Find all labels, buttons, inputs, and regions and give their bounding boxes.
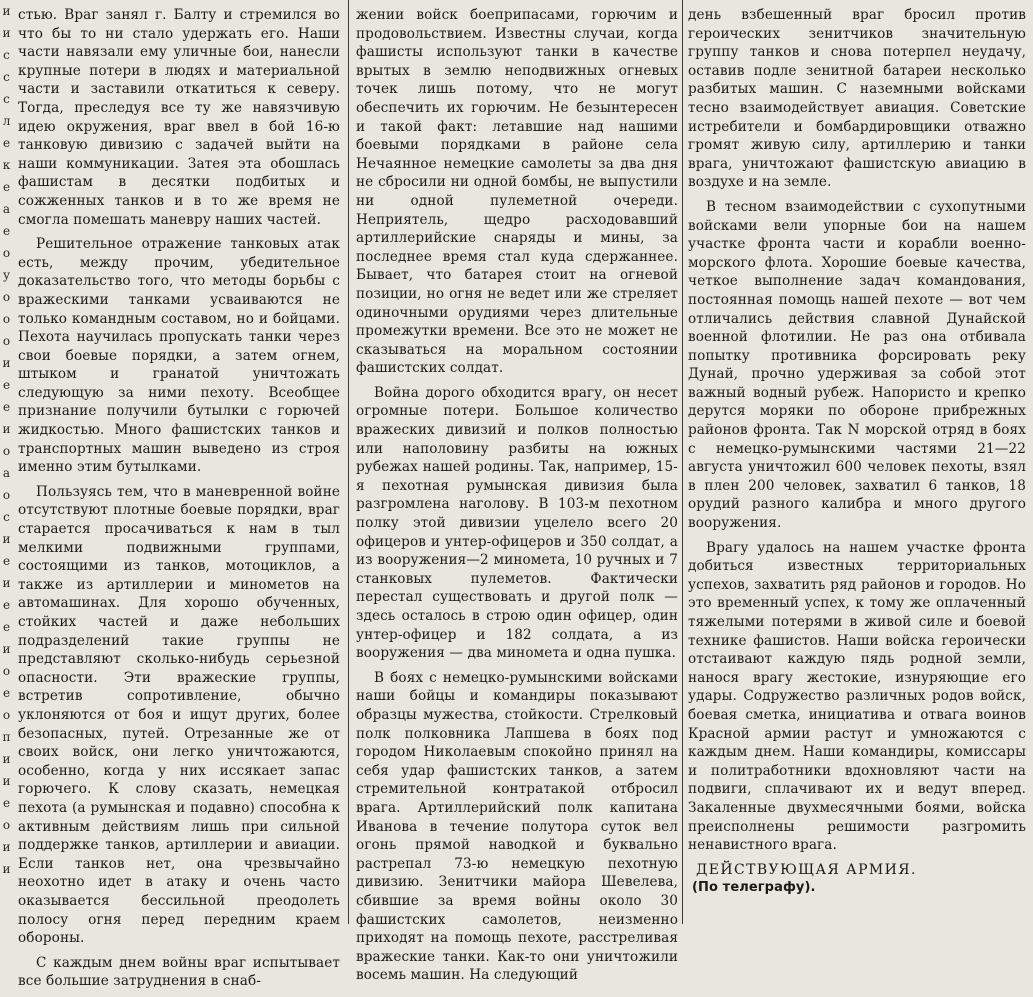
- margin-letter: о: [2, 488, 11, 502]
- margin-letter: с: [3, 510, 10, 524]
- margin-letter: п: [2, 730, 11, 744]
- article-column-1: [18, 6, 340, 997]
- source-note: (По телеграфу).: [692, 880, 816, 896]
- margin-letter: и: [2, 356, 11, 370]
- margin-letter: у: [2, 268, 11, 282]
- margin-letter: о: [2, 708, 11, 722]
- margin-letter: о: [2, 444, 11, 458]
- margin-letter: и: [2, 752, 11, 766]
- margin-letter: и: [2, 532, 11, 546]
- margin-letter: е: [2, 378, 11, 392]
- margin-letter: о: [2, 818, 11, 832]
- left-margin-fragment: [0, 0, 13, 924]
- dateline-signature: ДЕЙСТВУЮЩАЯ АРМИЯ.: [696, 861, 917, 878]
- margin-letter: л: [2, 114, 11, 128]
- paragraph: жении войск боеприпасами, горючим и продовольствием. Известны случаи, когда фашисты используют танки в качестве врытых в землю неподвижных огневых точек лишь потому, что не могут обеспечить их горючим. Не безынтересен и такой факт: летавшие над нашими боевыми порядками в районе села Нечаянное немецкие самолеты за два дня не сбросили ни одной бомбы, не выпустили ни одной пулеметной очереди. Неприятель, щедро расходовавший артиллерийские снаряды и мины, за последнее время стал куда сдержаннее. Бывает, что батарея стоит на огневой позиции, но огня не ведет или же стреляет одиночными орудиями через длительные промежутки времени. Все это не может не сказываться на моральном состоянии фашистских солдат.: [356, 7, 678, 377]
- column-rule: [682, 0, 683, 924]
- paragraph: В боях с немецко-румынскими войсками наши бойцы и командиры показывают образцы мужества, стойкости. Стрелковый полк полковника Лапшева в боях под городом Николаевым спокойно принял на себя удар фашистских танков, а затем стремительной контратакой отбросил врага. Артиллерийский полк капитана Иванова в течение полутора суток вел огонь прямой наводкой и буквально растрепал 73-ю немецкую пехотную дивизию. Зенитчики майора Шевелева, сбившие за время войны около 30 фашистских самолетов, неизменно приходят на помощь пехоте, расстреливая вражеские танки. Как-то они уничтожили восемь машин. На следующий: [356, 669, 678, 984]
- margin-letter: е: [2, 554, 11, 568]
- margin-letter: е: [2, 598, 11, 612]
- column-rule: [348, 0, 349, 924]
- margin-letter: а: [2, 202, 11, 216]
- margin-letter: е: [2, 180, 11, 194]
- margin-letter: с: [3, 92, 10, 106]
- margin-letter: и: [2, 774, 11, 788]
- margin-letter: е: [2, 686, 11, 700]
- signature-block: [688, 861, 1026, 898]
- margin-letter: о: [2, 334, 11, 348]
- margin-letter: и: [2, 4, 11, 18]
- margin-letter: е: [2, 400, 11, 414]
- paragraph: С каждым днем войны враг испытывает все большие затруднения в снаб-: [18, 954, 340, 990]
- margin-letter: и: [2, 642, 11, 656]
- margin-letter: о: [2, 246, 11, 260]
- paragraph: В тесном взаимодействии с сухопутными войсками вели упорные бои на нашем участке фронта части и корабли военно-морского флота. Хорошие боевые качества, четкое выполнение задач командования, постоянная помощь нашей пехоте — вот чем отличались действия славной Дунайской военной флотилии. Не раз она отбивала попытку противника форсировать реку Дунай, прочно удерживая за собой этот важный водный рубеж. Напористо и крепко дерутся моряки по обороне прибрежных районов фронта. Так N морской отряд в боях с немецко-румынскими частями 21—22 августа уничтожил 600 человек пехоты, взял в плен 200 человек, захватил 6 танков, 18 орудий разного калибра и много другого вооружения.: [688, 198, 1026, 532]
- margin-letter: о: [2, 290, 11, 304]
- paragraph: стью. Враг занял г. Балту и стремился во что бы то ни стало удержать его. Наши части навязали ему уличные бои, нанесли крупные потери в людях и материальной части и заставили откатиться к северу. Тогда, преследуя все ту же навязчивую идею окружения, враг ввел в бой 16-ю танковую дивизию с задачей выйти на наши коммуникации. Затея эта обошлась фашистам в десятки подбитых и сожженных танков и в то же время не смогла помешать маневру наших частей.: [18, 7, 340, 228]
- margin-letter: и: [2, 576, 11, 590]
- paragraph: Врагу удалось на нашем участке фронта добиться известных территориальных успехов, захватить ряд районов и городов. Но это временный успех, к тому же оплаченный тяжелыми потерями в живой силе и боевой технике фашистов. Наши войска героически отстаивают каждую пядь родной земли, нанося врагу жестокие, изнуряющие его удары. Содружество различных родов войск, боевая сметка, инициатива и отвага воинов Красной армии растут и умножаются с каждым днем. Наши командиры, комиссары и политработники вдохновляют части на подвиги, сплачивают их и ведут вперед. Закаленные двухмесячными боями, войска преисполнены решимости разгромить ненавистного врага.: [688, 539, 1026, 854]
- margin-letter: и: [2, 422, 11, 436]
- margin-letter: к: [2, 158, 11, 172]
- margin-letter: а: [2, 466, 11, 480]
- margin-letter: е: [2, 620, 11, 634]
- margin-letter: с: [3, 48, 10, 62]
- article-column-3: [688, 6, 1026, 904]
- margin-letter: и: [2, 862, 11, 876]
- margin-letter: о: [2, 664, 11, 678]
- margin-letter: е: [2, 224, 11, 238]
- paragraph: Решительное отражение танковых атак есть, между прочим, убедительное доказательство того, что методы борьбы с вражескими танками усваиваются не только командным составом, но и бойцами. Пехота научилась пропускать танки через свои боевые порядки, а затем огнем, штыком и гранатой уничтожать следующую за ними пехоту. Всеобщее признание получили бутылки с горючей жидкостью. Много фашистских танков и транспортных машин выведено из строя именно этим бутылками.: [18, 236, 340, 476]
- margin-letter: и: [2, 26, 11, 40]
- margin-letter: е: [2, 136, 11, 150]
- margin-letter: и: [2, 840, 11, 854]
- paragraph: Пользуясь тем, что в маневренной войне отсутствуют плотные боевые порядки, враг старается просачиваться к нам в тыл мелкими подвижными группами, состоящими из танков, мотоциклов, а также из артиллерии и минометов на автомашинах. Для хорошо обученных, стойких частей и даже небольших подразделений такие группы не представляют сколько-нибудь серьезной опасности. Эти вражеские группы, встретив сопротивление, обычно уклоняются от боя и ищут других, более безопасных, путей. Отрезанные же от своих войск, они легко уничтожаются, особенно, когда у них иссякает запас горючего. К слову сказать, немецкая пехота (а румынская и подавно) способна к активным действиям лишь при сильной поддержке танков, артиллерии и авиации. Если танков нет, она чрезвычайно неохотно идет в атаку и очень часто оказывается бессильной преодолеть полосу огня перед передним краем обороны.: [18, 483, 340, 947]
- paragraph: Война дорого обходится врагу, он несет огромные потери. Большое количество вражеских дивизий и полков полностью или наполовину разбиты на южных рубежах нашей родины. Так, например, 15-я пехотная румынская дивизия была разгромлена наголову. В 103-м пехотном полку этой дивизии уцелело всего 20 офицеров и унтер-офицеров и 350 солдат, а из вооружения—2 миномета, 10 ручных и 7 станковых пулеметов. Фактически перестал существовать и другой полк — здесь осталось в строю один офицер, один унтер-офицер и 182 солдата, а из вооружения — два миномета и одна пушка.: [356, 384, 678, 662]
- margin-letter: е: [2, 796, 11, 810]
- margin-letter: с: [3, 70, 10, 84]
- paragraph: день взбешенный враг бросил против героических зенитчиков значительную группу танков и снова потерпел неудачу, оставив подле зенитной батареи несколько разбитых машин. С наземными войсками тесно взаимодействует авиация. Советские истребители и бомбардировщики отважно громят живую силу, артиллерию и танки врага, уничтожают фашистскую авиацию в воздухе и на земле.: [688, 7, 1026, 191]
- margin-letter: о: [2, 312, 11, 326]
- article-column-2: [356, 6, 678, 991]
